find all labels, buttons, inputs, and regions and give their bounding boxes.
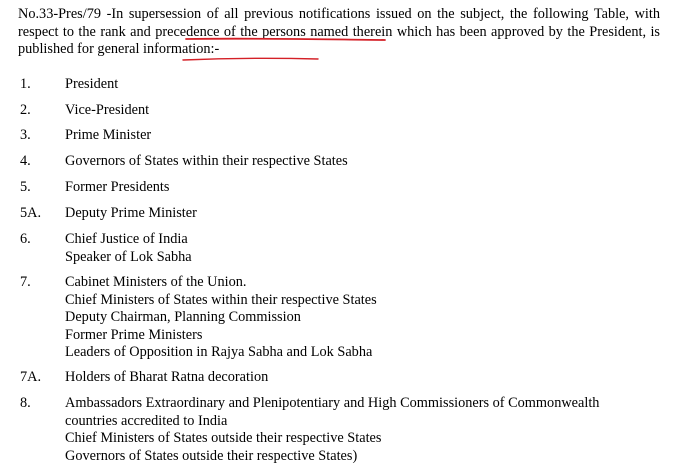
item-line: Speaker of Lok Sabha: [65, 249, 665, 267]
item-line: Ambassadors Extraordinary and Plenipotentiary and High Commissioners of Commonwealth: [65, 395, 665, 413]
item-line: Governors of States within their respective States: [65, 153, 665, 171]
item-text: [65, 274, 665, 362]
item-text: [65, 102, 665, 120]
item-line: Prime Minister: [65, 127, 665, 145]
item-line: Governors of States outside their respective States): [65, 448, 665, 465]
item-number: 6.: [20, 231, 31, 249]
item-line: Former Prime Ministers: [65, 327, 665, 345]
item-line: Cabinet Ministers of the Union.: [65, 274, 665, 292]
item-line: Former Presidents: [65, 179, 665, 197]
item-line: Chief Ministers of States outside their respective States: [65, 430, 665, 448]
item-text: [65, 369, 665, 387]
item-line: Deputy Prime Minister: [65, 205, 665, 223]
item-number: 1.: [20, 76, 31, 94]
intro-paragraph: No.33-Pres/79 -In supersession of all previous notifications issued on the subject, the following Table, with respect to the rank and precedence of the persons named therein which has been approved by the President, is published for general information:-: [18, 6, 660, 59]
item-line: Holders of Bharat Ratna decoration: [65, 369, 665, 387]
item-number: 7A.: [20, 369, 41, 387]
item-line: Deputy Chairman, Planning Commission: [65, 309, 665, 327]
item-number: 5.: [20, 179, 31, 197]
item-line: Chief Justice of India: [65, 231, 665, 249]
item-number: 4.: [20, 153, 31, 171]
red-pen-strikethrough: [183, 58, 318, 60]
item-text: [65, 179, 665, 197]
item-number: 2.: [20, 102, 31, 120]
item-number: 3.: [20, 127, 31, 145]
item-number: 8.: [20, 395, 31, 413]
item-line: countries accredited to India: [65, 413, 665, 431]
item-text: [65, 395, 665, 465]
item-text: [65, 76, 665, 94]
item-number: 7.: [20, 274, 31, 292]
item-line: Chief Ministers of States within their respective States: [65, 292, 665, 310]
item-line: Vice-President: [65, 102, 665, 120]
item-number: 5A.: [20, 205, 41, 223]
item-text: [65, 153, 665, 171]
item-text: [65, 205, 665, 223]
item-text: [65, 231, 665, 266]
item-text: [65, 127, 665, 145]
item-line: Leaders of Opposition in Rajya Sabha and Lok Sabha: [65, 344, 665, 362]
item-line: President: [65, 76, 665, 94]
